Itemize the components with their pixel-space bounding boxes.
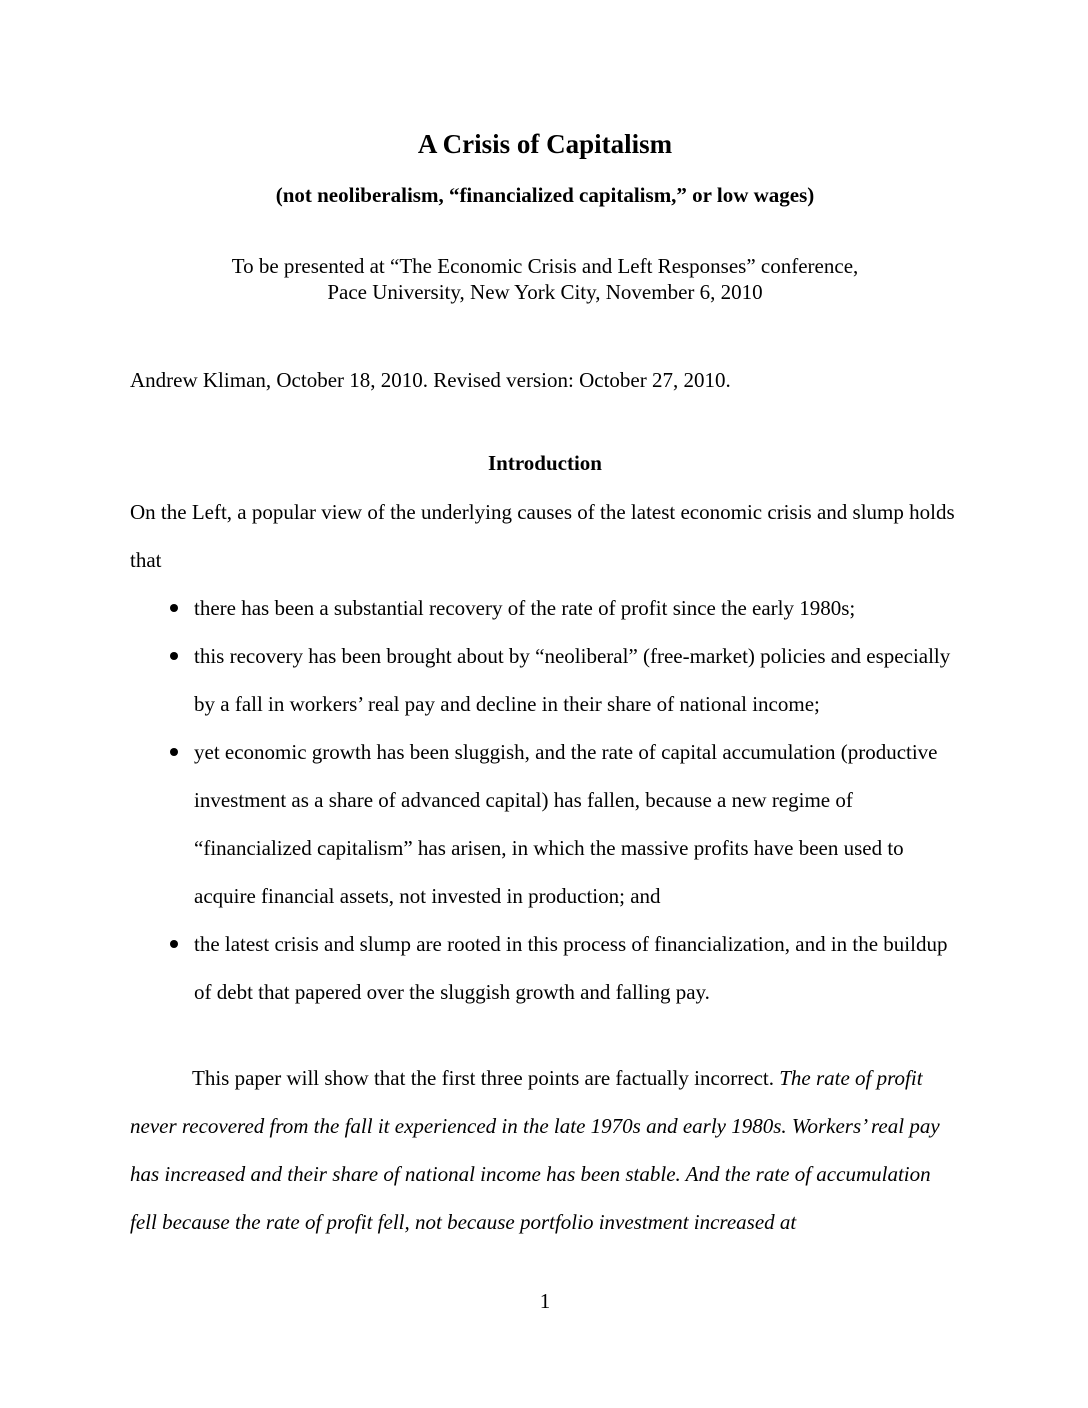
conference-info [130,253,960,305]
bullet-icon [170,940,178,948]
bullet-icon [170,652,178,660]
closing-paragraph [130,1054,960,1246]
author-date-line: Andrew Kliman, October 18, 2010. Revised version: October 27, 2010. [130,368,731,392]
bullet-item [170,584,960,632]
bullet-text: yet economic growth has been sluggish, and the rate of capital accumulation (productive investment as a share of advanced capital) has fallen, because a new regime of “financialized capitalism” has arisen, in which the massive profits have been used to acquire financial assets, not invested in production; and [194,740,938,908]
conference-line-2: Pace University, New York City, November 6, 2010 [327,280,763,304]
intro-paragraph: On the Left, a popular view of the underlying causes of the latest economic crisis and slump holds that [130,500,955,572]
paper-subtitle: (not neoliberalism, “financialized capitalism,” or low wages) [275,183,815,207]
page-number: 1 [539,1289,551,1313]
bullet-item [170,920,960,1016]
closing-paragraph-normal: This paper will show that the first three points are factually incorrect. [192,1066,780,1090]
bullet-icon [170,604,178,612]
section-heading-introduction: Introduction [488,451,602,475]
bullet-item [170,632,960,728]
paper-title: A Crisis of Capitalism [417,129,673,159]
closing-paragraph-italic: The rate of profit never recovered from the fall it experienced in the late 1970s and early 1980s. Workers’ real pay has increased and their share of national income has been stable. And the rate of accumulation fell because the rate of profit fell, not because portfolio investment increased at [130,1066,940,1234]
bullet-icon [170,748,178,756]
bullet-text: there has been a substantial recovery of the rate of profit since the early 1980s; [194,596,856,620]
bullet-item [170,728,960,920]
bullet-list [130,584,960,1016]
bullet-text: this recovery has been brought about by “neoliberal” (free-market) policies and especially by a fall in workers’ real pay and decline in their share of national income; [194,644,951,716]
conference-line-1: To be presented at “The Economic Crisis and Left Responses” conference, [231,254,859,278]
bullet-text: the latest crisis and slump are rooted in this process of financialization, and in the buildup of debt that papered over the sluggish growth and falling pay. [194,932,948,1004]
